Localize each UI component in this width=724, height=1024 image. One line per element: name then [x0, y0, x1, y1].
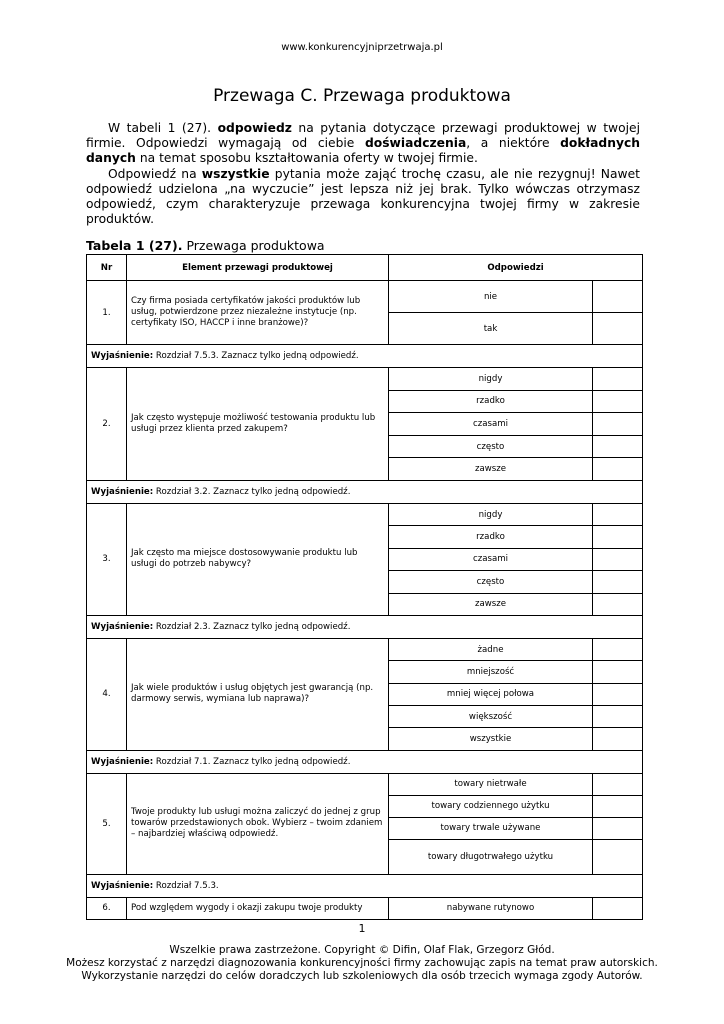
- intro-bold-span: dokładnych danych: [86, 136, 641, 166]
- answer-option: rzadko: [389, 526, 593, 548]
- answer-checkbox-cell[interactable]: [593, 571, 643, 593]
- explanation-cell: [87, 874, 643, 897]
- answer-checkbox-cell[interactable]: [593, 795, 643, 817]
- explanation-text: Rozdział 7.1. Zaznacz tylko jedną odpowiedź.: [153, 756, 351, 767]
- row-number: 5.: [87, 773, 127, 874]
- product-advantage-table: [86, 254, 643, 920]
- answer-option: nabywane rutynowo: [389, 897, 593, 919]
- question-text: Twoje produkty lub usługi można zaliczyć do jednej z grup towarów przedstawionych obok. Wybierz – twoim zdaniem – najbardziej właściwą odpowiedź.: [127, 773, 389, 874]
- question-text: Pod względem wygody i okazji zakupu twoje produkty: [127, 897, 389, 919]
- row-number: 6.: [87, 897, 127, 919]
- answer-row: [87, 281, 643, 313]
- question-text: Jak często występuje możliwość testowania produktu lub usługi przez klienta przed zakupem?: [127, 368, 389, 481]
- answer-option: większość: [389, 706, 593, 728]
- answer-checkbox-cell[interactable]: [593, 281, 643, 313]
- header-nr: Nr: [87, 255, 127, 281]
- explanation-row: [87, 874, 643, 897]
- explanation-label: Wyjaśnienie:: [91, 621, 154, 632]
- answer-checkbox-cell[interactable]: [593, 435, 643, 458]
- answer-checkbox-cell[interactable]: [593, 526, 643, 548]
- table-caption: [86, 238, 325, 253]
- explanation-row: [87, 345, 643, 368]
- answer-checkbox-cell[interactable]: [593, 458, 643, 481]
- footer-copyright: Wszelkie prawa zastrzeżone. Copyright © Difin, Olaf Flak, Grzegorz Głód.: [169, 944, 555, 956]
- answer-option: towary długotrwałego użytku: [389, 839, 593, 874]
- answer-option: zawsze: [389, 593, 593, 615]
- intro-text-span: na pytania dotyczące przewagi produktowej w twojej firmie. Odpowiedzi wymagają od ciebie: [86, 121, 640, 151]
- answer-option: towary codziennego użytku: [389, 795, 593, 817]
- answer-option: towary nietrwałe: [389, 773, 593, 795]
- answer-checkbox-cell[interactable]: [593, 773, 643, 795]
- intro-text-span: pytania może zająć trochę czasu, ale nie rezygnuj! Nawet odpowiedź udzielona „na wyczucie” jest lepsza niż jej brak. Tylko wówczas otrzymasz odpowiedź, czym charakteryzuje przewaga konkurencyjna twojej firmy w zakresie produktów.: [86, 166, 640, 227]
- answer-checkbox-cell[interactable]: [593, 817, 643, 839]
- answer-checkbox-cell[interactable]: [593, 661, 643, 683]
- answer-option: czasami: [389, 413, 593, 436]
- table-caption-number: Tabela 1 (27).: [86, 238, 183, 253]
- intro-text: [86, 121, 640, 227]
- answer-option: mniejszość: [389, 661, 593, 683]
- explanation-cell: [87, 750, 643, 773]
- answer-checkbox-cell[interactable]: [593, 368, 643, 391]
- answer-option: żadne: [389, 638, 593, 660]
- answer-option: często: [389, 435, 593, 458]
- answer-option: wszystkie: [389, 728, 593, 750]
- answer-option: czasami: [389, 548, 593, 570]
- header-element: Element przewagi produktowej: [127, 255, 389, 281]
- question-text: Jak wiele produktów i usług objętych jest gwarancją (np. darmowy serwis, wymiana lub naprawa)?: [127, 638, 389, 750]
- answer-checkbox-cell[interactable]: [593, 638, 643, 660]
- answer-row: [87, 773, 643, 795]
- answer-option: mniej więcej połowa: [389, 683, 593, 705]
- answer-row: [87, 368, 643, 391]
- explanation-row: [87, 750, 643, 773]
- question-text: Czy firma posiada certyfikatów jakości produktów lub usług, potwierdzone przez niezależne instytucje (np. certyfikaty ISO, HACCP i inne branżowe)?: [127, 281, 389, 345]
- answer-checkbox-cell[interactable]: [593, 313, 643, 345]
- intro-text-span: Odpowiedź na: [108, 166, 202, 181]
- intro-bold-span: wszystkie: [201, 166, 270, 181]
- page-title: Przewaga C. Przewaga produktowa: [213, 86, 511, 106]
- intro-paragraph-1: [86, 121, 640, 167]
- intro-bold-span: odpowiedz: [217, 121, 292, 135]
- row-number: 4.: [87, 638, 127, 750]
- answer-option: rzadko: [389, 390, 593, 413]
- explanation-cell: [87, 345, 643, 368]
- answer-checkbox-cell[interactable]: [593, 897, 643, 919]
- answer-option: nigdy: [389, 503, 593, 525]
- answer-option: często: [389, 571, 593, 593]
- explanation-text: Rozdział 2.3. Zaznacz tylko jedną odpowiedź.: [153, 621, 351, 632]
- explanation-cell: [87, 480, 643, 503]
- page-number: 1: [358, 922, 366, 935]
- answer-checkbox-cell[interactable]: [593, 706, 643, 728]
- row-number: 2.: [87, 368, 127, 481]
- explanation-row: [87, 480, 643, 503]
- explanation-cell: [87, 615, 643, 638]
- answer-row: [87, 503, 643, 525]
- answer-checkbox-cell[interactable]: [593, 593, 643, 615]
- answer-checkbox-cell[interactable]: [593, 390, 643, 413]
- question-text: Jak często ma miejsce dostosowywanie produktu lub usługi do potrzeb nabywcy?: [127, 503, 389, 615]
- footer-usage-note: Możesz korzystać z narzędzi diagnozowania konkurencyjności firmy zachowując zapis na temat praw autorskich.: [66, 957, 658, 969]
- explanation-label: Wyjaśnienie:: [91, 880, 154, 891]
- answer-checkbox-cell[interactable]: [593, 548, 643, 570]
- explanation-label: Wyjaśnienie:: [91, 486, 154, 497]
- header-answers: Odpowiedzi: [389, 255, 643, 281]
- explanation-text: Rozdział 7.5.3.: [153, 880, 219, 891]
- answer-option: tak: [389, 313, 593, 345]
- intro-text-span: W tabeli 1 (27).: [108, 121, 218, 135]
- answer-checkbox-cell[interactable]: [593, 839, 643, 874]
- table-header-row: [87, 255, 643, 281]
- answer-row: [87, 638, 643, 660]
- table-caption-text: Przewaga produktowa: [182, 238, 325, 253]
- intro-paragraph-2: [86, 167, 640, 228]
- intro-text-span: na temat sposobu kształtowania oferty w twojej firmie.: [135, 151, 478, 166]
- site-url: www.konkurencyjniprzetrwaja.pl: [281, 42, 443, 53]
- answer-option: nigdy: [389, 368, 593, 391]
- answer-checkbox-cell[interactable]: [593, 683, 643, 705]
- answer-option: nie: [389, 281, 593, 313]
- row-number: 1.: [87, 281, 127, 345]
- answer-option: zawsze: [389, 458, 593, 481]
- answer-checkbox-cell[interactable]: [593, 728, 643, 750]
- row-number: 3.: [87, 503, 127, 615]
- answer-option: towary trwale używane: [389, 817, 593, 839]
- answer-checkbox-cell[interactable]: [593, 413, 643, 436]
- answer-checkbox-cell[interactable]: [593, 503, 643, 525]
- explanation-text: Rozdział 7.5.3. Zaznacz tylko jedną odpowiedź.: [153, 351, 359, 361]
- explanation-row: [87, 615, 643, 638]
- intro-text-span: , a niektóre: [466, 136, 561, 151]
- answer-row: [87, 897, 643, 919]
- explanation-text: Rozdział 3.2. Zaznacz tylko jedną odpowiedź.: [153, 486, 351, 497]
- explanation-label: Wyjaśnienie:: [91, 756, 154, 767]
- explanation-label: Wyjaśnienie:: [91, 351, 154, 361]
- intro-bold-span: doświadczenia: [364, 136, 467, 151]
- footer-consent-note: Wykorzystanie narzędzi do celów doradczych lub szkoleniowych dla osób trzecich wymaga zgody Autorów.: [81, 970, 643, 982]
